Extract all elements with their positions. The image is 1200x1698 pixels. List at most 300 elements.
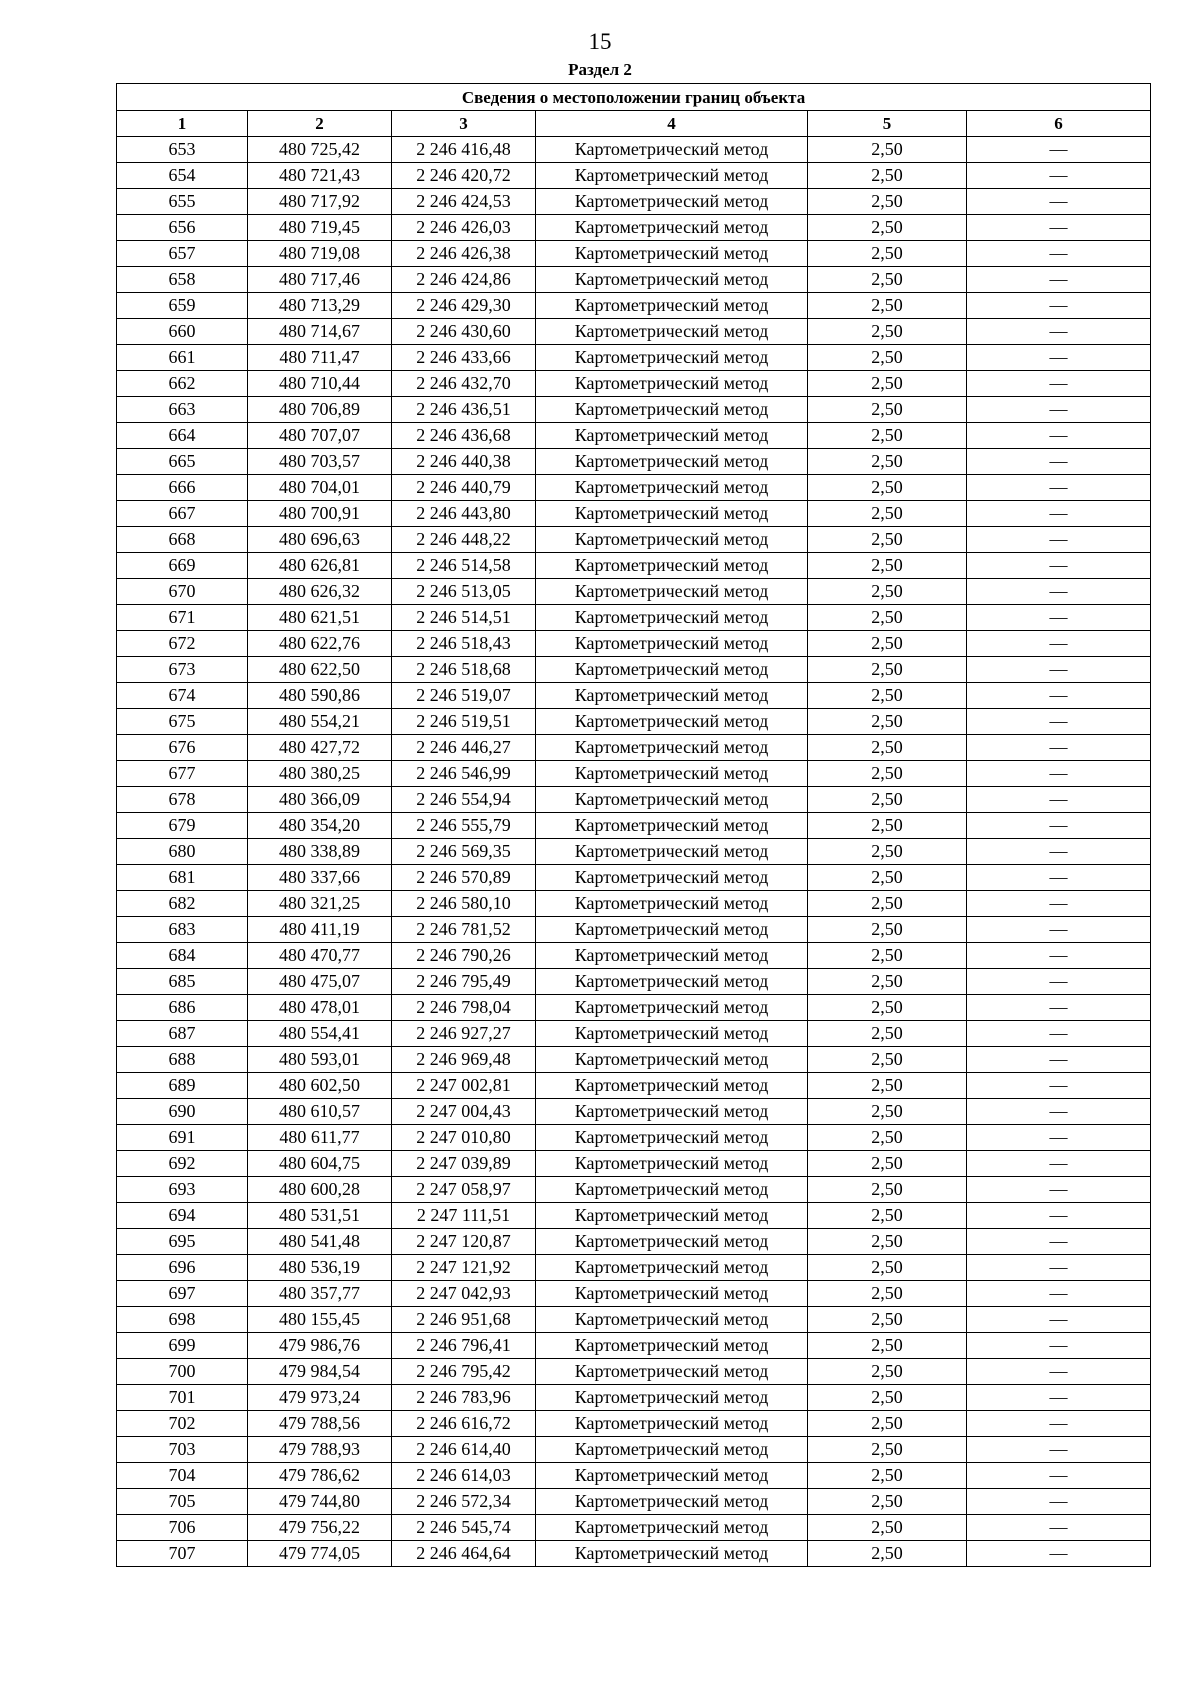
x-coordinate-cell: 480 366,09 — [248, 787, 392, 813]
method-cell: Картометрический метод — [536, 969, 808, 995]
accuracy-cell: 2,50 — [808, 1099, 967, 1125]
note-cell: — — [967, 1229, 1151, 1255]
y-coordinate-cell: 2 247 111,51 — [392, 1203, 536, 1229]
y-coordinate-cell: 2 246 440,79 — [392, 475, 536, 501]
y-coordinate-cell: 2 246 514,58 — [392, 553, 536, 579]
method-cell: Картометрический метод — [536, 163, 808, 189]
table-row — [117, 1203, 1151, 1229]
point-number-cell: 696 — [117, 1255, 248, 1281]
method-cell: Картометрический метод — [536, 683, 808, 709]
x-coordinate-cell: 479 774,05 — [248, 1541, 392, 1567]
accuracy-cell: 2,50 — [808, 839, 967, 865]
y-coordinate-cell: 2 246 430,60 — [392, 319, 536, 345]
table-row — [117, 1073, 1151, 1099]
table-row — [117, 1489, 1151, 1515]
note-cell: — — [967, 215, 1151, 241]
accuracy-cell: 2,50 — [808, 1203, 967, 1229]
point-number-cell: 658 — [117, 267, 248, 293]
accuracy-cell: 2,50 — [808, 1437, 967, 1463]
y-coordinate-cell: 2 246 796,41 — [392, 1333, 536, 1359]
accuracy-cell: 2,50 — [808, 137, 967, 163]
accuracy-cell: 2,50 — [808, 1021, 967, 1047]
x-coordinate-cell: 480 626,32 — [248, 579, 392, 605]
table-row — [117, 683, 1151, 709]
point-number-cell: 705 — [117, 1489, 248, 1515]
y-coordinate-cell: 2 246 969,48 — [392, 1047, 536, 1073]
note-cell: — — [967, 735, 1151, 761]
y-coordinate-cell: 2 246 514,51 — [392, 605, 536, 631]
column-header: 5 — [808, 111, 967, 137]
method-cell: Картометрический метод — [536, 189, 808, 215]
y-coordinate-cell: 2 246 927,27 — [392, 1021, 536, 1047]
y-coordinate-cell: 2 246 519,07 — [392, 683, 536, 709]
accuracy-cell: 2,50 — [808, 865, 967, 891]
note-cell: — — [967, 1359, 1151, 1385]
note-cell: — — [967, 527, 1151, 553]
point-number-cell: 666 — [117, 475, 248, 501]
method-cell: Картометрический метод — [536, 761, 808, 787]
note-cell: — — [967, 1021, 1151, 1047]
x-coordinate-cell: 479 973,24 — [248, 1385, 392, 1411]
section-title: Раздел 2 — [568, 60, 632, 79]
note-cell: — — [967, 449, 1151, 475]
method-cell: Картометрический метод — [536, 475, 808, 501]
note-cell: — — [967, 423, 1151, 449]
accuracy-cell: 2,50 — [808, 475, 967, 501]
y-coordinate-cell: 2 246 420,72 — [392, 163, 536, 189]
method-cell: Картометрический метод — [536, 345, 808, 371]
point-number-cell: 676 — [117, 735, 248, 761]
method-cell: Картометрический метод — [536, 657, 808, 683]
x-coordinate-cell: 480 622,50 — [248, 657, 392, 683]
table-row — [117, 1255, 1151, 1281]
note-cell: — — [967, 969, 1151, 995]
x-coordinate-cell: 480 354,20 — [248, 813, 392, 839]
y-coordinate-cell: 2 246 546,99 — [392, 761, 536, 787]
table-row — [117, 839, 1151, 865]
point-number-cell: 682 — [117, 891, 248, 917]
method-cell: Картометрический метод — [536, 1229, 808, 1255]
x-coordinate-cell: 480 380,25 — [248, 761, 392, 787]
y-coordinate-cell: 2 247 004,43 — [392, 1099, 536, 1125]
y-coordinate-cell: 2 246 416,48 — [392, 137, 536, 163]
point-number-cell: 677 — [117, 761, 248, 787]
method-cell: Картометрический метод — [536, 137, 808, 163]
y-coordinate-cell: 2 247 010,80 — [392, 1125, 536, 1151]
x-coordinate-cell: 480 337,66 — [248, 865, 392, 891]
accuracy-cell: 2,50 — [808, 319, 967, 345]
x-coordinate-cell: 480 711,47 — [248, 345, 392, 371]
table-row — [117, 423, 1151, 449]
method-cell: Картометрический метод — [536, 1073, 808, 1099]
column-header: 3 — [392, 111, 536, 137]
x-coordinate-cell: 480 536,19 — [248, 1255, 392, 1281]
accuracy-cell: 2,50 — [808, 605, 967, 631]
accuracy-cell: 2,50 — [808, 735, 967, 761]
point-number-cell: 662 — [117, 371, 248, 397]
boundary-coordinates-table — [116, 83, 1151, 1567]
point-number-cell: 674 — [117, 683, 248, 709]
table-row — [117, 137, 1151, 163]
x-coordinate-cell: 480 338,89 — [248, 839, 392, 865]
table-row — [117, 891, 1151, 917]
y-coordinate-cell: 2 246 518,68 — [392, 657, 536, 683]
accuracy-cell: 2,50 — [808, 709, 967, 735]
accuracy-cell: 2,50 — [808, 1229, 967, 1255]
note-cell: — — [967, 865, 1151, 891]
point-number-cell: 654 — [117, 163, 248, 189]
x-coordinate-cell: 480 717,92 — [248, 189, 392, 215]
note-cell: — — [967, 917, 1151, 943]
method-cell: Картометрический метод — [536, 371, 808, 397]
accuracy-cell: 2,50 — [808, 1359, 967, 1385]
table-row — [117, 215, 1151, 241]
note-cell: — — [967, 293, 1151, 319]
accuracy-cell: 2,50 — [808, 657, 967, 683]
x-coordinate-cell: 479 756,22 — [248, 1515, 392, 1541]
table-row — [117, 1151, 1151, 1177]
point-number-cell: 663 — [117, 397, 248, 423]
point-number-cell: 706 — [117, 1515, 248, 1541]
note-cell: — — [967, 605, 1151, 631]
point-number-cell: 687 — [117, 1021, 248, 1047]
note-cell: — — [967, 319, 1151, 345]
x-coordinate-cell: 480 321,25 — [248, 891, 392, 917]
table-row — [117, 631, 1151, 657]
table-row — [117, 163, 1151, 189]
y-coordinate-cell: 2 246 518,43 — [392, 631, 536, 657]
accuracy-cell: 2,50 — [808, 449, 967, 475]
accuracy-cell: 2,50 — [808, 1541, 967, 1567]
method-cell: Картометрический метод — [536, 215, 808, 241]
method-cell: Картометрический метод — [536, 527, 808, 553]
y-coordinate-cell: 2 247 120,87 — [392, 1229, 536, 1255]
y-coordinate-cell: 2 246 426,38 — [392, 241, 536, 267]
point-number-cell: 688 — [117, 1047, 248, 1073]
note-cell: — — [967, 137, 1151, 163]
table-row — [117, 345, 1151, 371]
note-cell: — — [967, 657, 1151, 683]
x-coordinate-cell: 480 719,08 — [248, 241, 392, 267]
note-cell: — — [967, 709, 1151, 735]
accuracy-cell: 2,50 — [808, 891, 967, 917]
x-coordinate-cell: 480 621,51 — [248, 605, 392, 631]
point-number-cell: 684 — [117, 943, 248, 969]
point-number-cell: 669 — [117, 553, 248, 579]
accuracy-cell: 2,50 — [808, 787, 967, 813]
y-coordinate-cell: 2 246 446,27 — [392, 735, 536, 761]
accuracy-cell: 2,50 — [808, 241, 967, 267]
y-coordinate-cell: 2 247 042,93 — [392, 1281, 536, 1307]
method-cell: Картометрический метод — [536, 1125, 808, 1151]
method-cell: Картометрический метод — [536, 1333, 808, 1359]
note-cell: — — [967, 579, 1151, 605]
method-cell: Картометрический метод — [536, 1281, 808, 1307]
method-cell: Картометрический метод — [536, 1177, 808, 1203]
table-row — [117, 189, 1151, 215]
y-coordinate-cell: 2 246 436,51 — [392, 397, 536, 423]
accuracy-cell: 2,50 — [808, 813, 967, 839]
table-row — [117, 1307, 1151, 1333]
table-row — [117, 969, 1151, 995]
accuracy-cell: 2,50 — [808, 501, 967, 527]
accuracy-cell: 2,50 — [808, 553, 967, 579]
point-number-cell: 694 — [117, 1203, 248, 1229]
note-cell: — — [967, 1255, 1151, 1281]
table-title-row — [117, 84, 1151, 111]
x-coordinate-cell: 480 721,43 — [248, 163, 392, 189]
point-number-cell: 692 — [117, 1151, 248, 1177]
point-number-cell: 683 — [117, 917, 248, 943]
accuracy-cell: 2,50 — [808, 527, 967, 553]
x-coordinate-cell: 480 604,75 — [248, 1151, 392, 1177]
point-number-cell: 672 — [117, 631, 248, 657]
y-coordinate-cell: 2 246 448,22 — [392, 527, 536, 553]
point-number-cell: 707 — [117, 1541, 248, 1567]
note-cell: — — [967, 1333, 1151, 1359]
note-cell: — — [967, 1385, 1151, 1411]
note-cell: — — [967, 475, 1151, 501]
method-cell: Картометрический метод — [536, 631, 808, 657]
accuracy-cell: 2,50 — [808, 371, 967, 397]
note-cell: — — [967, 1437, 1151, 1463]
table-row — [117, 1437, 1151, 1463]
x-coordinate-cell: 480 600,28 — [248, 1177, 392, 1203]
method-cell: Картометрический метод — [536, 865, 808, 891]
y-coordinate-cell: 2 246 795,49 — [392, 969, 536, 995]
point-number-cell: 656 — [117, 215, 248, 241]
note-cell: — — [967, 267, 1151, 293]
table-row — [117, 1047, 1151, 1073]
method-cell: Картометрический метод — [536, 1203, 808, 1229]
table-title: Сведения о местоположении границ объекта — [117, 84, 1151, 111]
method-cell: Картометрический метод — [536, 839, 808, 865]
accuracy-cell: 2,50 — [808, 189, 967, 215]
x-coordinate-cell: 479 744,80 — [248, 1489, 392, 1515]
table-row — [117, 579, 1151, 605]
table-row — [117, 1411, 1151, 1437]
note-cell: — — [967, 163, 1151, 189]
table-row — [117, 709, 1151, 735]
method-cell: Картометрический метод — [536, 241, 808, 267]
point-number-cell: 695 — [117, 1229, 248, 1255]
method-cell: Картометрический метод — [536, 1359, 808, 1385]
accuracy-cell: 2,50 — [808, 969, 967, 995]
accuracy-cell: 2,50 — [808, 1255, 967, 1281]
method-cell: Картометрический метод — [536, 1099, 808, 1125]
column-header: 4 — [536, 111, 808, 137]
accuracy-cell: 2,50 — [808, 215, 967, 241]
x-coordinate-cell: 480 622,76 — [248, 631, 392, 657]
x-coordinate-cell: 480 411,19 — [248, 917, 392, 943]
accuracy-cell: 2,50 — [808, 761, 967, 787]
note-cell: — — [967, 1463, 1151, 1489]
y-coordinate-cell: 2 247 002,81 — [392, 1073, 536, 1099]
note-cell: — — [967, 1515, 1151, 1541]
y-coordinate-cell: 2 246 570,89 — [392, 865, 536, 891]
method-cell: Картометрический метод — [536, 891, 808, 917]
y-coordinate-cell: 2 246 614,40 — [392, 1437, 536, 1463]
y-coordinate-cell: 2 246 426,03 — [392, 215, 536, 241]
table-row — [117, 943, 1151, 969]
note-cell: — — [967, 371, 1151, 397]
note-cell: — — [967, 761, 1151, 787]
table-row — [117, 397, 1151, 423]
point-number-cell: 690 — [117, 1099, 248, 1125]
table-row — [117, 917, 1151, 943]
table-row — [117, 319, 1151, 345]
accuracy-cell: 2,50 — [808, 1125, 967, 1151]
accuracy-cell: 2,50 — [808, 631, 967, 657]
method-cell: Картометрический метод — [536, 943, 808, 969]
accuracy-cell: 2,50 — [808, 1281, 967, 1307]
accuracy-cell: 2,50 — [808, 397, 967, 423]
y-coordinate-cell: 2 246 951,68 — [392, 1307, 536, 1333]
y-coordinate-cell: 2 246 429,30 — [392, 293, 536, 319]
note-cell: — — [967, 891, 1151, 917]
x-coordinate-cell: 480 554,41 — [248, 1021, 392, 1047]
method-cell: Картометрический метод — [536, 1385, 808, 1411]
accuracy-cell: 2,50 — [808, 1333, 967, 1359]
y-coordinate-cell: 2 246 795,42 — [392, 1359, 536, 1385]
table-row — [117, 1541, 1151, 1567]
accuracy-cell: 2,50 — [808, 345, 967, 371]
note-cell: — — [967, 345, 1151, 371]
point-number-cell: 667 — [117, 501, 248, 527]
table-row — [117, 761, 1151, 787]
table-row — [117, 501, 1151, 527]
x-coordinate-cell: 480 531,51 — [248, 1203, 392, 1229]
note-cell: — — [967, 1177, 1151, 1203]
y-coordinate-cell: 2 246 424,53 — [392, 189, 536, 215]
table-row — [117, 527, 1151, 553]
y-coordinate-cell: 2 247 058,97 — [392, 1177, 536, 1203]
x-coordinate-cell: 480 593,01 — [248, 1047, 392, 1073]
x-coordinate-cell: 480 155,45 — [248, 1307, 392, 1333]
note-cell: — — [967, 1073, 1151, 1099]
accuracy-cell: 2,50 — [808, 423, 967, 449]
point-number-cell: 671 — [117, 605, 248, 631]
y-coordinate-cell: 2 247 039,89 — [392, 1151, 536, 1177]
y-coordinate-cell: 2 247 121,92 — [392, 1255, 536, 1281]
x-coordinate-cell: 480 470,77 — [248, 943, 392, 969]
method-cell: Картометрический метод — [536, 1307, 808, 1333]
method-cell: Картометрический метод — [536, 1047, 808, 1073]
y-coordinate-cell: 2 246 519,51 — [392, 709, 536, 735]
accuracy-cell: 2,50 — [808, 943, 967, 969]
method-cell: Картометрический метод — [536, 1463, 808, 1489]
point-number-cell: 678 — [117, 787, 248, 813]
accuracy-cell: 2,50 — [808, 1047, 967, 1073]
y-coordinate-cell: 2 246 513,05 — [392, 579, 536, 605]
point-number-cell: 698 — [117, 1307, 248, 1333]
x-coordinate-cell: 480 626,81 — [248, 553, 392, 579]
x-coordinate-cell: 480 706,89 — [248, 397, 392, 423]
column-header: 2 — [248, 111, 392, 137]
note-cell: — — [967, 501, 1151, 527]
point-number-cell: 691 — [117, 1125, 248, 1151]
x-coordinate-cell: 480 696,63 — [248, 527, 392, 553]
x-coordinate-cell: 480 610,57 — [248, 1099, 392, 1125]
point-number-cell: 693 — [117, 1177, 248, 1203]
y-coordinate-cell: 2 246 436,68 — [392, 423, 536, 449]
accuracy-cell: 2,50 — [808, 1385, 967, 1411]
method-cell: Картометрический метод — [536, 553, 808, 579]
point-number-cell: 680 — [117, 839, 248, 865]
accuracy-cell: 2,50 — [808, 1489, 967, 1515]
method-cell: Картометрический метод — [536, 1437, 808, 1463]
x-coordinate-cell: 480 714,67 — [248, 319, 392, 345]
y-coordinate-cell: 2 246 432,70 — [392, 371, 536, 397]
note-cell: — — [967, 943, 1151, 969]
note-cell: — — [967, 1099, 1151, 1125]
x-coordinate-cell: 479 788,56 — [248, 1411, 392, 1437]
method-cell: Картометрический метод — [536, 605, 808, 631]
point-number-cell: 655 — [117, 189, 248, 215]
x-coordinate-cell: 480 710,44 — [248, 371, 392, 397]
table-row — [117, 1463, 1151, 1489]
note-cell: — — [967, 813, 1151, 839]
x-coordinate-cell: 480 478,01 — [248, 995, 392, 1021]
table-row — [117, 371, 1151, 397]
table-row — [117, 1281, 1151, 1307]
method-cell: Картометрический метод — [536, 1021, 808, 1047]
method-cell: Картометрический метод — [536, 787, 808, 813]
table-row — [117, 1385, 1151, 1411]
point-number-cell: 675 — [117, 709, 248, 735]
point-number-cell: 685 — [117, 969, 248, 995]
table-row — [117, 657, 1151, 683]
note-cell: — — [967, 1047, 1151, 1073]
y-coordinate-cell: 2 246 798,04 — [392, 995, 536, 1021]
method-cell: Картометрический метод — [536, 449, 808, 475]
point-number-cell: 700 — [117, 1359, 248, 1385]
point-number-cell: 702 — [117, 1411, 248, 1437]
accuracy-cell: 2,50 — [808, 995, 967, 1021]
point-number-cell: 665 — [117, 449, 248, 475]
point-number-cell: 673 — [117, 657, 248, 683]
note-cell: — — [967, 1281, 1151, 1307]
method-cell: Картометрический метод — [536, 735, 808, 761]
method-cell: Картометрический метод — [536, 1255, 808, 1281]
page-number: 15 — [588, 29, 612, 54]
note-cell: — — [967, 1125, 1151, 1151]
table-row — [117, 1359, 1151, 1385]
note-cell: — — [967, 241, 1151, 267]
y-coordinate-cell: 2 246 440,38 — [392, 449, 536, 475]
x-coordinate-cell: 479 788,93 — [248, 1437, 392, 1463]
table-row — [117, 1021, 1151, 1047]
point-number-cell: 670 — [117, 579, 248, 605]
x-coordinate-cell: 480 707,07 — [248, 423, 392, 449]
method-cell: Картометрический метод — [536, 1151, 808, 1177]
accuracy-cell: 2,50 — [808, 163, 967, 189]
y-coordinate-cell: 2 246 554,94 — [392, 787, 536, 813]
table-row — [117, 1125, 1151, 1151]
accuracy-cell: 2,50 — [808, 267, 967, 293]
method-cell: Картометрический метод — [536, 423, 808, 449]
y-coordinate-cell: 2 246 790,26 — [392, 943, 536, 969]
table-body — [117, 137, 1151, 1567]
note-cell: — — [967, 1151, 1151, 1177]
method-cell: Картометрический метод — [536, 579, 808, 605]
x-coordinate-cell: 480 427,72 — [248, 735, 392, 761]
y-coordinate-cell: 2 246 464,64 — [392, 1541, 536, 1567]
note-cell: — — [967, 995, 1151, 1021]
table-row — [117, 1099, 1151, 1125]
table-row — [117, 813, 1151, 839]
y-coordinate-cell: 2 246 433,66 — [392, 345, 536, 371]
